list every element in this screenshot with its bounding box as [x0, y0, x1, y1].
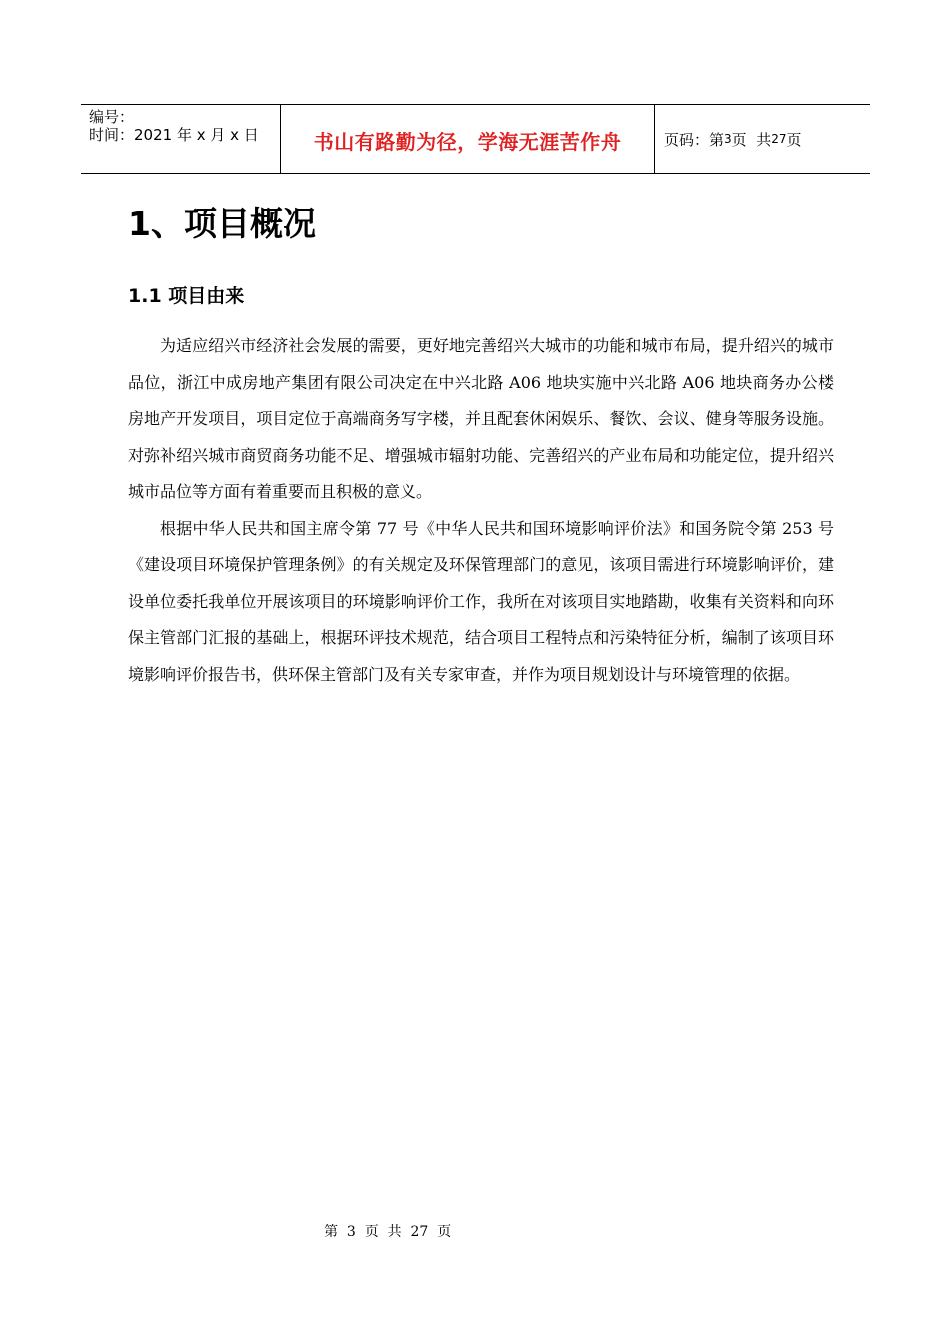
page-header [81, 104, 870, 174]
header-meta-cell [81, 105, 281, 173]
subsection-title: 1.1 项目由来 [128, 285, 245, 307]
document-number-label: 编号： [89, 108, 135, 126]
paragraph: 为适应绍兴市经济社会发展的需要，更好地完善绍兴大城市的功能和城市布局，提升绍兴的城市品位，浙江中成房地产集团有限公司决定在中兴北路 A06 地块实施中兴北路 A06 地块商务办公楼房地产开发项目，项目定位于高端商务写字楼，并且配套休闲娱乐、餐饮、会议、健身等服务设施。对弥补绍兴城市商贸商务功能不足、增强城市辐射功能、完善绍兴的产业布局和功能定位，提升绍兴城市品位等方面有着重要而且积极的意义。 [128, 336, 834, 501]
header-motto: 书山有路勤为径，学海无涯苦作舟 [313, 129, 622, 154]
paragraph: 根据中华人民共和国主席令第 77 号《中华人民共和国环境影响评价法》和国务院令第 253 号《建设项目环境保护管理条例》的有关规定及环保管理部门的意见，该项目需进行环境影响评价，建设单位委托我单位开展该项目的环境影响评价工作，我所在对该项目实地踏勘，收集有关资料和向环保主管部门汇报的基础上，根据环评技术规范，结合项目工程特点和污染特征分析，编制了该项目环境影响评价报告书，供环保主管部门及有关专家审查，并作为项目规划设计与环境管理的依据。 [128, 518, 834, 684]
header-motto-cell [281, 105, 655, 173]
header-page-cell [655, 105, 870, 173]
page-total-number: 27 [771, 132, 787, 146]
body-text [128, 328, 834, 693]
page-mid: 页 共 [731, 130, 772, 149]
page-prefix: 页码：第 [664, 130, 725, 149]
section-title: 1、项目概况 [128, 204, 316, 243]
page-suffix: 页 [786, 130, 802, 149]
page-footer: 第 3 页 共 27 页 [324, 1224, 452, 1240]
document-time-label: 时间：2021 年 x 月 x 日 [89, 126, 259, 144]
page-current-number: 3 [724, 132, 732, 146]
